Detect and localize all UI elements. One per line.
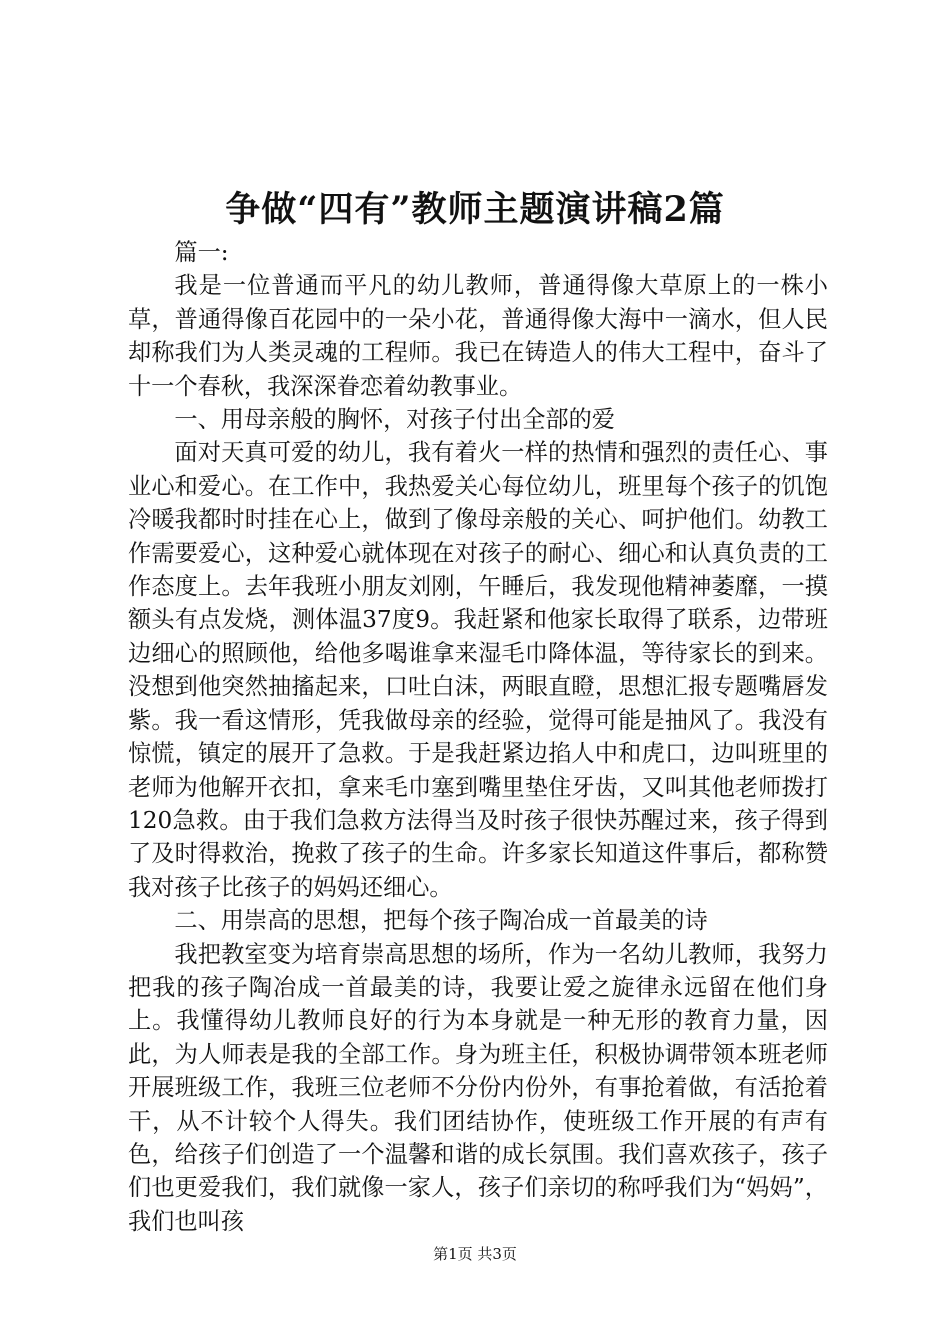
paragraph-section-2: 我把教室变为培育崇高思想的场所，作为一名幼儿教师，我努力把我的孩子陶冶成一首最美的诗，我要让爱之旋律永远留在他们身上。我懂得幼儿教师良好的行为本身就是一种无形的教育力量，因此，为人师表是我的全部工作。身为班主任，积极协调带领本班老师开展班级工作，我班三位老师不分份内份外，有事抢着做，有活抢着干，从不计较个人得失。我们团结协作，使班级工作开展的有声有色，给孩子们创造了一个温馨和谐的成长氛围。我们喜欢孩子，孩子们也更爱我们，我们就像一家人，孩子们亲切的称呼我们为“妈妈”，我们也叫孩 — [128, 940, 828, 1235]
section-heading-1: 一、用母亲般的胸怀，对孩子付出全部的爱 — [174, 406, 615, 434]
section-heading-2: 二、用崇高的思想，把每个孩子陶冶成一首最美的诗 — [174, 907, 708, 935]
page-footer: 第1页 共3页 — [433, 1245, 517, 1263]
paragraph-section-label: 篇一: — [174, 239, 229, 266]
paragraph-intro: 我是一位普通而平凡的幼儿教师，普通得像大草原上的一株小草，普通得像百花园中的一朵小花，普通得像大海中一滴水，但人民却称我们为人类灵魂的工程师。我已在铸造人的伟大工程中，奋斗了十一个春秋，我深深眷恋着幼教事业。 — [128, 272, 828, 400]
paragraph-section-1: 面对天真可爱的幼儿，我有着火一样的热情和强烈的责任心、事业心和爱心。在工作中，我热爱关心每位幼儿，班里每个孩子的饥饱冷暖我都时时挂在心上，做到了像母亲般的关心、呵护他们。幼教工作需要爱心，这种爱心就体现在对孩子的耐心、细心和认真负责的工作态度上。去年我班小朋友刘刚，午睡后，我发现他精神萎靡，一摸额头有点发烧，测体温37度9。我赶紧和他家长取得了联系，边带班边细心的照顾他，给他多喝谁拿来湿毛巾降体温，等待家长的到来。没想到他突然抽搐起来，口吐白沫，两眼直瞪，思想汇报专题嘴唇发紫。我一看这情形，凭我做母亲的经验，觉得可能是抽风了。我没有惊慌，镇定的展开了急救。于是我赶紧边掐人中和虎口，边叫班里的老师为他解开衣扣，拿来毛巾塞到嘴里垫住牙齿，又叫其他老师拨打120急救。由于我们急救方法得当及时孩子很快苏醒过来，孩子得到了及时得救治，挽救了孩子的生命。许多家长知道这件事后，都称赞我对孩子比孩子的妈妈还细心。 — [128, 439, 828, 901]
document-body — [128, 236, 828, 1238]
document-title: 争做“四有”教师主题演讲稿2篇 — [225, 189, 725, 230]
